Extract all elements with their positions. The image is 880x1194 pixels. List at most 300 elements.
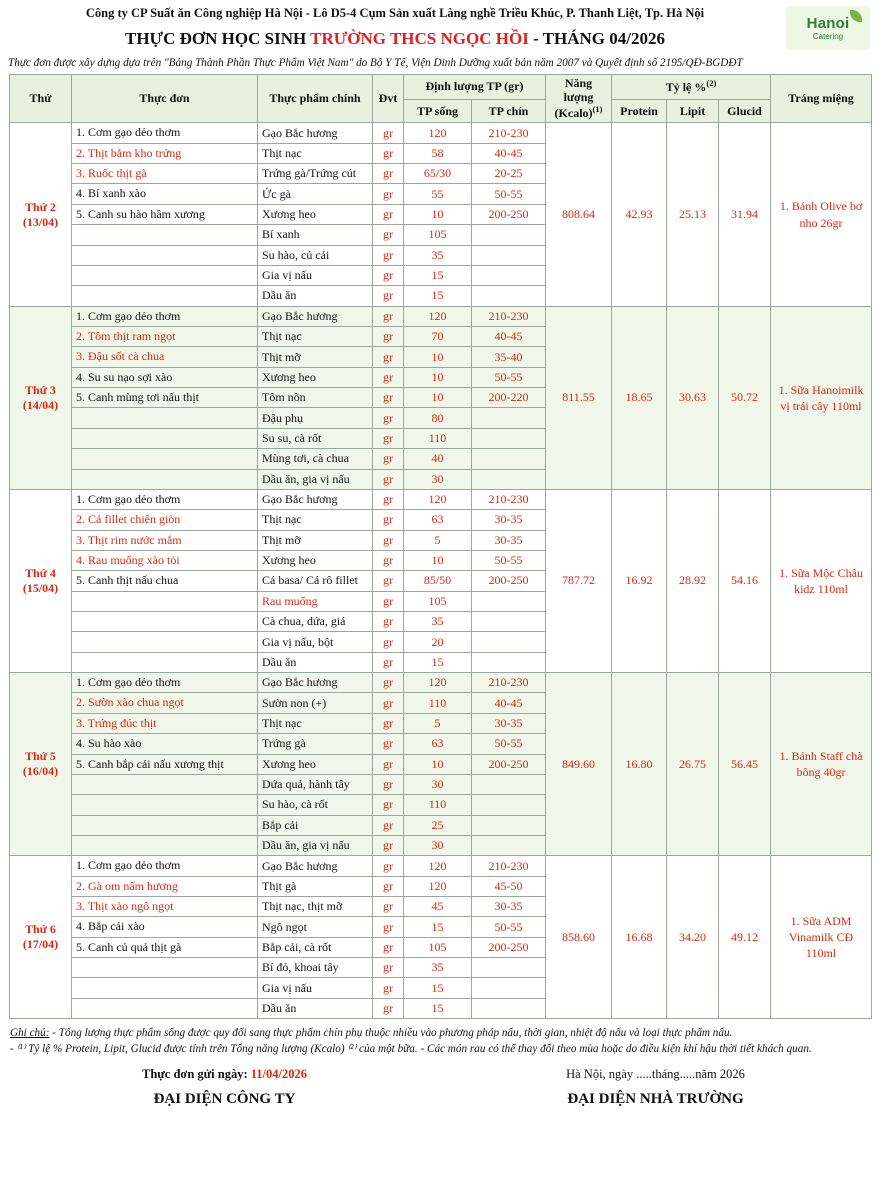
unit-cell: gr <box>373 774 404 794</box>
food-name-cell: Su hào, cà rốt <box>258 795 373 815</box>
unit-cell: gr <box>373 835 404 855</box>
unit-cell: gr <box>373 571 404 591</box>
raw-amount-cell: 110 <box>404 795 472 815</box>
dish-label: 4. Su hào xào <box>76 736 142 751</box>
col-dinh-luong: Định lượng TP (gr) <box>404 75 546 100</box>
day-name: Thứ 6 <box>25 922 56 937</box>
raw-amount-cell: 15 <box>404 978 472 998</box>
day-date: (16/04) <box>22 764 59 779</box>
dish-cell <box>72 469 258 489</box>
raw-amount-cell: 80 <box>404 408 472 428</box>
food-name-cell: Thịt nạc <box>258 713 373 733</box>
day-date: (17/04) <box>22 937 59 952</box>
energy-cell: 787.72 <box>546 489 612 672</box>
day-cell <box>10 306 72 489</box>
ghichu-label: Ghi chú: <box>10 1027 50 1040</box>
dish-cell <box>72 571 258 591</box>
unit-cell: gr <box>373 469 404 489</box>
unit-cell: gr <box>373 734 404 754</box>
dish-label: 5. Canh thịt nấu chua <box>76 573 179 588</box>
cooked-amount-cell: 50-55 <box>472 550 546 570</box>
dish-cell <box>72 754 258 774</box>
food-name-cell: Thịt nạc <box>258 326 373 346</box>
unit-cell: gr <box>373 530 404 550</box>
day-name: Thứ 3 <box>25 382 56 397</box>
cooked-amount-cell: 20-25 <box>472 164 546 184</box>
send-date-cell <box>9 1064 440 1085</box>
raw-amount-cell: 65/30 <box>404 164 472 184</box>
energy-cell: 808.64 <box>546 123 612 306</box>
raw-amount-cell: 110 <box>404 693 472 713</box>
cooked-amount-cell <box>472 449 546 469</box>
cooked-amount-cell: 210-230 <box>472 673 546 693</box>
leaf-icon <box>850 10 862 22</box>
dish-cell <box>72 591 258 611</box>
cooked-amount-cell <box>472 652 546 672</box>
unit-cell: gr <box>373 306 404 326</box>
food-name-cell: Cà chua, dứa, giá <box>258 612 373 632</box>
energy-cell: 849.60 <box>546 673 612 856</box>
dish-label: 4. Su su nạo sợi xào <box>76 369 173 384</box>
food-name-cell: Xương heo <box>258 367 373 387</box>
dish-label: 2. Gà om nấm hương <box>76 878 178 893</box>
col-glucid: Glucid <box>719 100 771 123</box>
raw-amount-cell: 30 <box>404 774 472 794</box>
unit-cell: gr <box>373 245 404 265</box>
dish-cell <box>72 734 258 754</box>
food-name-cell: Bắp cải, cà rốt <box>258 937 373 957</box>
unit-cell: gr <box>373 326 404 346</box>
cooked-amount-cell <box>472 774 546 794</box>
cooked-amount-cell <box>472 978 546 998</box>
raw-amount-cell: 120 <box>404 876 472 896</box>
food-name-cell: Dầu ăn <box>258 652 373 672</box>
lipit-cell: 34.20 <box>667 856 719 1019</box>
food-name-cell: Xương heo <box>258 550 373 570</box>
unit-cell: gr <box>373 123 404 143</box>
dish-cell <box>72 367 258 387</box>
food-name-cell: Bí đỏ, khoai tây <box>258 958 373 978</box>
company-line: Công ty CP Suất ăn Công nghiệp Hà Nội - Lô D5-4 Cụm Sản xuất Làng nghề Triều Khúc, P. Thanh Liệt, Tp. Hà Nội <box>85 6 705 20</box>
glucid-cell: 49.12 <box>719 856 771 1019</box>
dish-cell <box>72 876 258 896</box>
send-date-value: 11/04/2026 <box>250 1066 308 1081</box>
cooked-amount-cell: 200-220 <box>472 388 546 408</box>
protein-cell: 42.93 <box>612 123 667 306</box>
raw-amount-cell: 10 <box>404 754 472 774</box>
dish-cell <box>72 388 258 408</box>
footnotes <box>0 1019 880 1059</box>
cooked-amount-cell: 210-230 <box>472 856 546 876</box>
table-header-row-1 <box>10 75 872 100</box>
raw-amount-cell: 15 <box>404 998 472 1018</box>
dish-cell <box>72 937 258 957</box>
lipit-cell: 26.75 <box>667 673 719 856</box>
place-date-cell: Hà Nội, ngày .....tháng.....năm 2026 <box>566 1066 745 1081</box>
dish-label: 5. Canh mùng tơi nấu thịt <box>76 390 200 405</box>
food-name-cell: Su su, cà rốt <box>258 428 373 448</box>
food-name-cell: Gạo Bắc hương <box>258 673 373 693</box>
dish-cell <box>72 123 258 143</box>
col-ty-le-sup: (2) <box>706 78 717 89</box>
cooked-amount-cell <box>472 835 546 855</box>
unit-cell: gr <box>373 225 404 245</box>
food-name-cell: Gạo Bắc hương <box>258 306 373 326</box>
dish-cell <box>72 143 258 163</box>
dish-label: 3. Thịt xào ngô ngọt <box>76 899 174 914</box>
unit-cell: gr <box>373 286 404 306</box>
unit-cell: gr <box>373 612 404 632</box>
raw-amount-cell: 45 <box>404 897 472 917</box>
dish-cell <box>72 998 258 1018</box>
dessert-cell: 1. Sữa ADM Vinamilk CĐ 110ml <box>771 856 872 1019</box>
dish-cell <box>72 306 258 326</box>
raw-amount-cell: 10 <box>404 367 472 387</box>
food-name-cell: Rau muống <box>258 591 373 611</box>
dish-cell <box>72 774 258 794</box>
food-name-cell: Ức gà <box>258 184 373 204</box>
dish-cell <box>72 245 258 265</box>
table-row <box>10 306 872 326</box>
col-protein: Protein <box>612 100 667 123</box>
raw-amount-cell: 120 <box>404 306 472 326</box>
unit-cell: gr <box>373 510 404 530</box>
dish-label: 3. Thịt rim nước mắm <box>76 532 182 547</box>
lipit-cell: 30.63 <box>667 306 719 489</box>
raw-amount-cell: 15 <box>404 265 472 285</box>
food-name-cell: Sườn non (+) <box>258 693 373 713</box>
raw-amount-cell: 105 <box>404 225 472 245</box>
food-name-cell: Thịt gà <box>258 876 373 896</box>
ghichu-line-2: - ⁽¹⁾ Tỷ lệ % Protein, Lipit, Glucid được tính trên Tổng năng lượng (Kcalo) ⁽²⁾ của một bữa. - Các món rau có thể thay đổi theo mùa hoặc do điều kiện khí hậu thời tiết khách quan. <box>10 1043 812 1056</box>
dish-label: 3. Đậu sốt cà chua <box>76 349 165 364</box>
day-name: Thứ 4 <box>25 565 56 580</box>
food-name-cell: Dứa quả, hành tây <box>258 774 373 794</box>
raw-amount-cell: 15 <box>404 286 472 306</box>
food-name-cell: Dầu ăn, gia vị nấu <box>258 835 373 855</box>
dish-label: 4. Bắp cải xào <box>76 919 145 934</box>
dish-cell <box>72 347 258 367</box>
col-nang-luong-label: Năng lượng (Kcalo) <box>554 76 594 120</box>
cooked-amount-cell: 30-35 <box>472 510 546 530</box>
unit-cell: gr <box>373 856 404 876</box>
raw-amount-cell: 40 <box>404 449 472 469</box>
cooked-amount-cell <box>472 795 546 815</box>
raw-amount-cell: 35 <box>404 612 472 632</box>
title-suffix: - THÁNG 04/2026 <box>528 29 665 48</box>
dish-label: 5. Canh củ quả thịt gà <box>76 939 182 954</box>
raw-amount-cell: 10 <box>404 550 472 570</box>
raw-amount-cell: 105 <box>404 591 472 611</box>
food-name-cell: Gia vị nấu, bột <box>258 632 373 652</box>
dessert-cell: 1. Sữa Mộc Châu kidz 110ml <box>771 489 872 672</box>
cooked-amount-cell <box>472 225 546 245</box>
dish-cell <box>72 835 258 855</box>
document-header <box>0 0 880 51</box>
company-logo <box>786 6 870 50</box>
dish-cell <box>72 326 258 346</box>
dish-label: 2. Tôm thịt ram ngọt <box>76 328 176 343</box>
food-name-cell: Dầu ăn <box>258 286 373 306</box>
day-date: (15/04) <box>22 580 59 595</box>
col-lipit: Lipit <box>667 100 719 123</box>
unit-cell: gr <box>373 958 404 978</box>
dessert-cell: 1. Bánh Staff chà bông 40gr <box>771 673 872 856</box>
col-nang-luong <box>546 75 612 123</box>
unit-cell: gr <box>373 998 404 1018</box>
day-date: (13/04) <box>22 214 59 229</box>
raw-amount-cell: 5 <box>404 530 472 550</box>
cooked-amount-cell: 210-230 <box>472 489 546 509</box>
unit-cell: gr <box>373 367 404 387</box>
dish-cell <box>72 510 258 530</box>
raw-amount-cell: 10 <box>404 347 472 367</box>
raw-amount-cell: 120 <box>404 856 472 876</box>
cooked-amount-cell: 30-35 <box>472 897 546 917</box>
cooked-amount-cell: 40-45 <box>472 326 546 346</box>
cooked-amount-cell <box>472 632 546 652</box>
lipit-cell: 25.13 <box>667 123 719 306</box>
raw-amount-cell: 10 <box>404 204 472 224</box>
col-nang-luong-sup: (1) <box>592 103 603 114</box>
unit-cell: gr <box>373 408 404 428</box>
dish-label: 1. Cơm gạo dẻo thơm <box>76 491 181 506</box>
dish-label: 5. Canh su hào hầm xương <box>76 206 205 221</box>
ghichu-line-1: - Tổng lượng thực phẩm sống được quy đổi sang thực phẩm chín phụ thuộc nhiều vào phương pháp nấu, thời gian, nhiệt độ nấu và loại thực phẩm nấu. <box>49 1027 733 1040</box>
methodology-note: Thực đơn được xây dựng dựa trên "Bảng Thành Phần Thực Phẩm Việt Nam" do Bộ Y Tế, Viện Dinh Dưỡng xuất bản năm 2007 và Quyết định số 2195/QĐ-BGDĐT <box>8 57 743 69</box>
unit-cell: gr <box>373 978 404 998</box>
food-name-cell: Gia vị nấu <box>258 978 373 998</box>
food-name-cell: Trứng gà <box>258 734 373 754</box>
food-name-cell: Gạo Bắc hương <box>258 489 373 509</box>
food-name-cell: Bắp cải <box>258 815 373 835</box>
cooked-amount-cell <box>472 286 546 306</box>
dish-label: 2. Cá fillet chiên giòn <box>76 512 181 527</box>
raw-amount-cell: 120 <box>404 489 472 509</box>
dish-cell <box>72 408 258 428</box>
unit-cell: gr <box>373 815 404 835</box>
send-date-label: Thực đơn gửi ngày: <box>141 1066 248 1081</box>
day-cell <box>10 673 72 856</box>
title-prefix: THỰC ĐƠN HỌC SINH <box>125 29 311 48</box>
unit-cell: gr <box>373 693 404 713</box>
unit-cell: gr <box>373 937 404 957</box>
unit-cell: gr <box>373 489 404 509</box>
dish-cell <box>72 612 258 632</box>
unit-cell: gr <box>373 184 404 204</box>
dish-cell <box>72 265 258 285</box>
raw-amount-cell: 15 <box>404 917 472 937</box>
cooked-amount-cell <box>472 428 546 448</box>
raw-amount-cell: 58 <box>404 143 472 163</box>
day-cell <box>10 856 72 1019</box>
logo-main-text: Hanoi <box>806 14 850 32</box>
col-tp-chin: TP chín <box>472 100 546 123</box>
unit-cell: gr <box>373 591 404 611</box>
cooked-amount-cell: 50-55 <box>472 917 546 937</box>
dessert-cell: 1. Bánh Olive bơ nho 26gr <box>771 123 872 306</box>
dish-cell <box>72 978 258 998</box>
raw-amount-cell: 10 <box>404 388 472 408</box>
dish-label: 3. Ruốc thịt gà <box>76 166 147 181</box>
day-date: (14/04) <box>22 397 59 412</box>
dish-label: 2. Thịt bằm kho trứng <box>76 145 182 160</box>
food-name-cell: Tôm nõn <box>258 388 373 408</box>
protein-cell: 18.65 <box>612 306 667 489</box>
food-name-cell: Trứng gà/Trứng cút <box>258 164 373 184</box>
food-name-cell: Xương heo <box>258 204 373 224</box>
glucid-cell: 50.72 <box>719 306 771 489</box>
dish-cell <box>72 795 258 815</box>
raw-amount-cell: 15 <box>404 652 472 672</box>
cooked-amount-cell: 210-230 <box>472 123 546 143</box>
cooked-amount-cell <box>472 245 546 265</box>
unit-cell: gr <box>373 713 404 733</box>
cooked-amount-cell: 200-250 <box>472 754 546 774</box>
unit-cell: gr <box>373 795 404 815</box>
raw-amount-cell: 20 <box>404 632 472 652</box>
table-body <box>10 123 872 1019</box>
cooked-amount-cell <box>472 265 546 285</box>
food-name-cell: Ngô ngọt <box>258 917 373 937</box>
food-name-cell: Bí xanh <box>258 225 373 245</box>
dish-cell <box>72 652 258 672</box>
food-name-cell: Đậu phụ <box>258 408 373 428</box>
protein-cell: 16.68 <box>612 856 667 1019</box>
food-name-cell: Thịt nạc <box>258 143 373 163</box>
food-name-cell: Xương heo <box>258 754 373 774</box>
energy-cell: 858.60 <box>546 856 612 1019</box>
dish-label: 1. Cơm gạo dẻo thơm <box>76 675 181 690</box>
protein-cell: 16.92 <box>612 489 667 672</box>
dish-cell <box>72 917 258 937</box>
table-row <box>10 673 872 693</box>
glucid-cell: 31.94 <box>719 123 771 306</box>
unit-cell: gr <box>373 876 404 896</box>
food-name-cell: Mùng tơi, cà chua <box>258 449 373 469</box>
raw-amount-cell: 70 <box>404 326 472 346</box>
unit-cell: gr <box>373 164 404 184</box>
unit-cell: gr <box>373 449 404 469</box>
food-name-cell: Thịt nạc <box>258 510 373 530</box>
dish-cell <box>72 897 258 917</box>
day-cell <box>10 489 72 672</box>
dish-cell <box>72 286 258 306</box>
raw-amount-cell: 35 <box>404 958 472 978</box>
page-title <box>10 29 870 49</box>
dish-cell <box>72 815 258 835</box>
dish-cell <box>72 693 258 713</box>
cooked-amount-cell: 50-55 <box>472 184 546 204</box>
dish-cell <box>72 184 258 204</box>
dish-cell <box>72 673 258 693</box>
raw-amount-cell: 5 <box>404 713 472 733</box>
col-thu: Thứ <box>10 75 72 123</box>
unit-cell: gr <box>373 652 404 672</box>
food-name-cell: Dầu ăn <box>258 998 373 1018</box>
table-row <box>10 123 872 143</box>
col-thuc-don: Thực đơn <box>72 75 258 123</box>
raw-amount-cell: 55 <box>404 184 472 204</box>
dish-cell <box>72 428 258 448</box>
table-row <box>10 856 872 876</box>
col-trang-mieng: Tráng miệng <box>771 75 872 123</box>
cooked-amount-cell: 45-50 <box>472 876 546 896</box>
unit-cell: gr <box>373 347 404 367</box>
dish-cell <box>72 449 258 469</box>
protein-cell: 16.80 <box>612 673 667 856</box>
table-row <box>10 489 872 509</box>
col-ty-le <box>612 75 771 100</box>
cooked-amount-cell: 50-55 <box>472 367 546 387</box>
cooked-amount-cell: 50-55 <box>472 734 546 754</box>
raw-amount-cell: 30 <box>404 835 472 855</box>
title-school: TRƯỜNG THCS NGỌC HỒI <box>310 29 529 48</box>
dish-cell <box>72 204 258 224</box>
glucid-cell: 54.16 <box>719 489 771 672</box>
menu-table <box>9 74 872 1019</box>
raw-amount-cell: 25 <box>404 815 472 835</box>
cooked-amount-cell: 30-35 <box>472 713 546 733</box>
raw-amount-cell: 120 <box>404 123 472 143</box>
dish-cell <box>72 530 258 550</box>
signature-row-dates <box>9 1064 871 1085</box>
cooked-amount-cell <box>472 591 546 611</box>
lipit-cell: 28.92 <box>667 489 719 672</box>
col-tp-song: TP sống <box>404 100 472 123</box>
dish-label: 4. Rau muống xào tỏi <box>76 552 180 567</box>
day-name: Thứ 5 <box>25 749 56 764</box>
unit-cell: gr <box>373 673 404 693</box>
dish-cell <box>72 550 258 570</box>
food-name-cell: Gia vị nấu <box>258 265 373 285</box>
day-name: Thứ 2 <box>25 199 56 214</box>
raw-amount-cell: 63 <box>404 734 472 754</box>
cooked-amount-cell <box>472 815 546 835</box>
sign-school: ĐẠI DIỆN NHÀ TRƯỜNG <box>567 1090 744 1107</box>
cooked-amount-cell <box>472 469 546 489</box>
dessert-cell: 1. Sữa Hanoimilk vị trái cây 110ml <box>771 306 872 489</box>
unit-cell: gr <box>373 388 404 408</box>
food-name-cell: Gạo Bắc hương <box>258 123 373 143</box>
signature-row-names <box>9 1085 871 1111</box>
dish-label: 4. Bí xanh xào <box>76 186 146 201</box>
dish-label: 1. Cơm gạo dẻo thơm <box>76 858 181 873</box>
sign-company: ĐẠI DIỆN CÔNG TY <box>153 1090 296 1107</box>
raw-amount-cell: 110 <box>404 428 472 448</box>
col-ty-le-label: Tỷ lệ % <box>665 80 707 95</box>
day-cell <box>10 123 72 306</box>
food-name-cell: Dầu ăn, gia vị nấu <box>258 469 373 489</box>
cooked-amount-cell <box>472 612 546 632</box>
unit-cell: gr <box>373 265 404 285</box>
unit-cell: gr <box>373 550 404 570</box>
raw-amount-cell: 105 <box>404 937 472 957</box>
col-thuc-pham-chinh: Thực phẩm chính <box>258 75 373 123</box>
raw-amount-cell: 35 <box>404 245 472 265</box>
cooked-amount-cell: 40-45 <box>472 693 546 713</box>
cooked-amount-cell: 30-35 <box>472 530 546 550</box>
dish-cell <box>72 489 258 509</box>
unit-cell: gr <box>373 204 404 224</box>
food-name-cell: Cá basa/ Cá rô fillet <box>258 571 373 591</box>
unit-cell: gr <box>373 917 404 937</box>
unit-cell: gr <box>373 632 404 652</box>
food-name-cell: Gạo Bắc hương <box>258 856 373 876</box>
dish-cell <box>72 164 258 184</box>
cooked-amount-cell <box>472 408 546 428</box>
dish-label: 1. Cơm gạo dẻo thơm <box>76 125 181 140</box>
